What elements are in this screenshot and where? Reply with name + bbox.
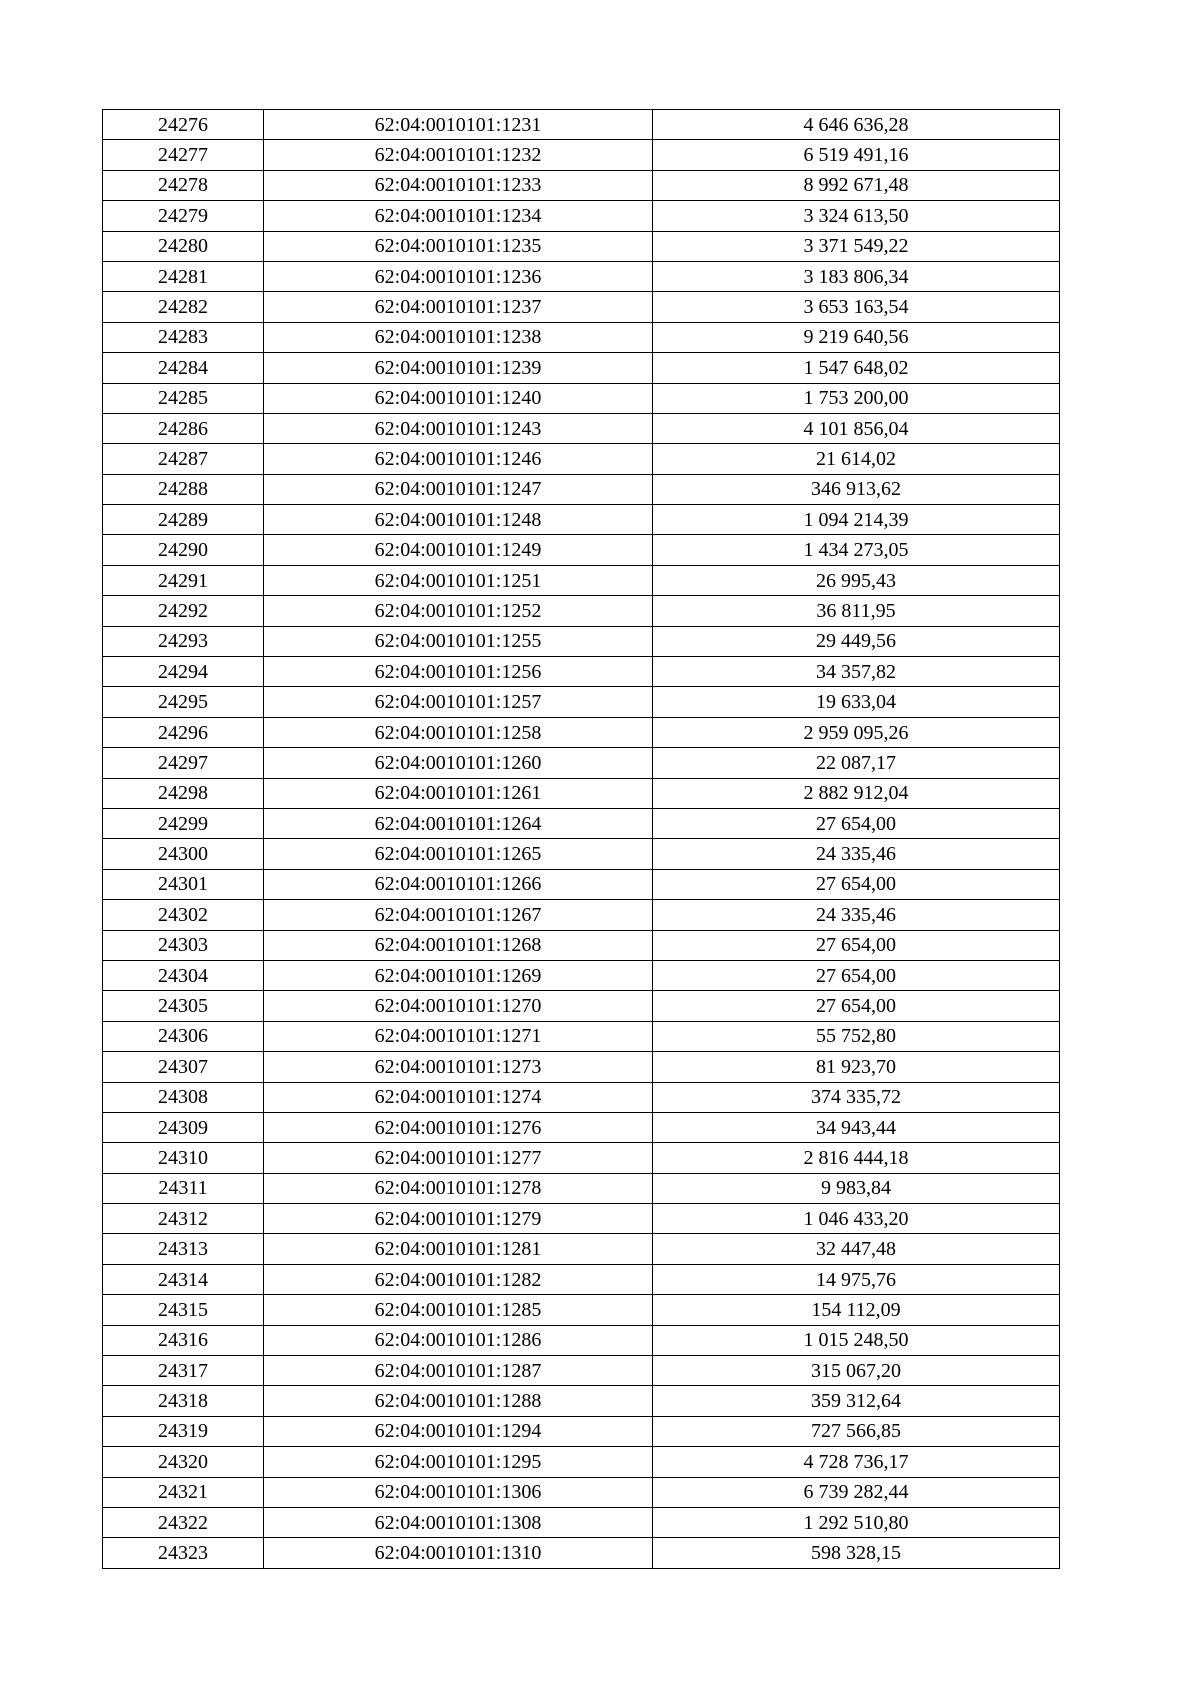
table-row (103, 930, 1060, 960)
cadastral-value-cell: 2 882 912,04 (653, 778, 1060, 808)
row-number-cell: 24313 (103, 1234, 264, 1264)
table-row (103, 1295, 1060, 1325)
cadastral-number-cell: 62:04:0010101:1266 (264, 869, 653, 899)
table-row (103, 1507, 1060, 1537)
row-number-cell: 24282 (103, 292, 264, 322)
cadastral-number-cell: 62:04:0010101:1257 (264, 687, 653, 717)
table-row (103, 1204, 1060, 1234)
cadastral-number-cell: 62:04:0010101:1256 (264, 657, 653, 687)
table-row (103, 1234, 1060, 1264)
cadastral-number-cell: 62:04:0010101:1274 (264, 1082, 653, 1112)
row-number-cell: 24322 (103, 1507, 264, 1537)
cadastral-number-cell: 62:04:0010101:1252 (264, 596, 653, 626)
cadastral-value-table (102, 109, 1060, 1569)
cadastral-value-cell: 14 975,76 (653, 1264, 1060, 1294)
table-row (103, 778, 1060, 808)
table-row (103, 1356, 1060, 1386)
row-number-cell: 24302 (103, 900, 264, 930)
cadastral-value-cell: 27 654,00 (653, 930, 1060, 960)
cadastral-value-cell: 3 653 163,54 (653, 292, 1060, 322)
row-number-cell: 24305 (103, 991, 264, 1021)
cadastral-value-cell: 4 101 856,04 (653, 413, 1060, 443)
table-row (103, 1112, 1060, 1142)
table-row (103, 839, 1060, 869)
cadastral-value-cell: 1 753 200,00 (653, 383, 1060, 413)
cadastral-value-cell: 24 335,46 (653, 900, 1060, 930)
row-number-cell: 24298 (103, 778, 264, 808)
row-number-cell: 24284 (103, 353, 264, 383)
cadastral-value-cell: 34 357,82 (653, 657, 1060, 687)
table-row (103, 596, 1060, 626)
row-number-cell: 24295 (103, 687, 264, 717)
table-body (103, 110, 1060, 1569)
row-number-cell: 24309 (103, 1112, 264, 1142)
cadastral-value-cell: 24 335,46 (653, 839, 1060, 869)
cadastral-number-cell: 62:04:0010101:1240 (264, 383, 653, 413)
cadastral-value-cell: 4 728 736,17 (653, 1447, 1060, 1477)
table-row (103, 991, 1060, 1021)
table-row (103, 1143, 1060, 1173)
table-row (103, 1447, 1060, 1477)
cadastral-value-cell: 6 519 491,16 (653, 140, 1060, 170)
table-row (103, 1477, 1060, 1507)
row-number-cell: 24279 (103, 201, 264, 231)
row-number-cell: 24288 (103, 474, 264, 504)
row-number-cell: 24300 (103, 839, 264, 869)
cadastral-number-cell: 62:04:0010101:1251 (264, 565, 653, 595)
row-number-cell: 24303 (103, 930, 264, 960)
cadastral-number-cell: 62:04:0010101:1282 (264, 1264, 653, 1294)
cadastral-number-cell: 62:04:0010101:1271 (264, 1021, 653, 1051)
row-number-cell: 24315 (103, 1295, 264, 1325)
cadastral-value-cell: 1 434 273,05 (653, 535, 1060, 565)
cadastral-value-cell: 346 913,62 (653, 474, 1060, 504)
row-number-cell: 24294 (103, 657, 264, 687)
cadastral-number-cell: 62:04:0010101:1294 (264, 1416, 653, 1446)
table-row (103, 505, 1060, 535)
table-row (103, 1264, 1060, 1294)
cadastral-value-cell: 359 312,64 (653, 1386, 1060, 1416)
row-number-cell: 24318 (103, 1386, 264, 1416)
row-number-cell: 24281 (103, 261, 264, 291)
cadastral-number-cell: 62:04:0010101:1265 (264, 839, 653, 869)
cadastral-number-cell: 62:04:0010101:1269 (264, 960, 653, 990)
cadastral-value-cell: 27 654,00 (653, 960, 1060, 990)
cadastral-value-cell: 27 654,00 (653, 869, 1060, 899)
cadastral-number-cell: 62:04:0010101:1249 (264, 535, 653, 565)
table-row (103, 170, 1060, 200)
cadastral-number-cell: 62:04:0010101:1267 (264, 900, 653, 930)
table-row (103, 413, 1060, 443)
row-number-cell: 24283 (103, 322, 264, 352)
row-number-cell: 24320 (103, 1447, 264, 1477)
table-row (103, 900, 1060, 930)
cadastral-value-cell: 9 983,84 (653, 1173, 1060, 1203)
cadastral-number-cell: 62:04:0010101:1308 (264, 1507, 653, 1537)
table-row (103, 869, 1060, 899)
table-row (103, 808, 1060, 838)
row-number-cell: 24317 (103, 1356, 264, 1386)
table-row (103, 657, 1060, 687)
row-number-cell: 24277 (103, 140, 264, 170)
row-number-cell: 24323 (103, 1538, 264, 1568)
table-row (103, 1052, 1060, 1082)
cadastral-value-cell: 34 943,44 (653, 1112, 1060, 1142)
row-number-cell: 24308 (103, 1082, 264, 1112)
table-row (103, 474, 1060, 504)
cadastral-value-cell: 727 566,85 (653, 1416, 1060, 1446)
table-row (103, 1325, 1060, 1355)
row-number-cell: 24301 (103, 869, 264, 899)
cadastral-value-cell: 21 614,02 (653, 444, 1060, 474)
cadastral-value-cell: 19 633,04 (653, 687, 1060, 717)
cadastral-number-cell: 62:04:0010101:1247 (264, 474, 653, 504)
cadastral-value-cell: 27 654,00 (653, 808, 1060, 838)
table-row (103, 687, 1060, 717)
row-number-cell: 24285 (103, 383, 264, 413)
cadastral-number-cell: 62:04:0010101:1234 (264, 201, 653, 231)
row-number-cell: 24292 (103, 596, 264, 626)
cadastral-number-cell: 62:04:0010101:1235 (264, 231, 653, 261)
cadastral-number-cell: 62:04:0010101:1278 (264, 1173, 653, 1203)
cadastral-number-cell: 62:04:0010101:1260 (264, 748, 653, 778)
cadastral-number-cell: 62:04:0010101:1279 (264, 1204, 653, 1234)
row-number-cell: 24290 (103, 535, 264, 565)
table-row (103, 231, 1060, 261)
cadastral-number-cell: 62:04:0010101:1270 (264, 991, 653, 1021)
cadastral-number-cell: 62:04:0010101:1246 (264, 444, 653, 474)
row-number-cell: 24316 (103, 1325, 264, 1355)
cadastral-value-cell: 36 811,95 (653, 596, 1060, 626)
cadastral-value-cell: 55 752,80 (653, 1021, 1060, 1051)
row-number-cell: 24306 (103, 1021, 264, 1051)
cadastral-number-cell: 62:04:0010101:1295 (264, 1447, 653, 1477)
cadastral-value-cell: 315 067,20 (653, 1356, 1060, 1386)
table-row (103, 1021, 1060, 1051)
cadastral-number-cell: 62:04:0010101:1236 (264, 261, 653, 291)
cadastral-value-cell: 4 646 636,28 (653, 110, 1060, 140)
cadastral-number-cell: 62:04:0010101:1281 (264, 1234, 653, 1264)
row-number-cell: 24286 (103, 413, 264, 443)
row-number-cell: 24299 (103, 808, 264, 838)
cadastral-number-cell: 62:04:0010101:1258 (264, 717, 653, 747)
cadastral-number-cell: 62:04:0010101:1239 (264, 353, 653, 383)
row-number-cell: 24289 (103, 505, 264, 535)
table-row (103, 444, 1060, 474)
row-number-cell: 24278 (103, 170, 264, 200)
cadastral-number-cell: 62:04:0010101:1238 (264, 322, 653, 352)
row-number-cell: 24296 (103, 717, 264, 747)
cadastral-value-cell: 32 447,48 (653, 1234, 1060, 1264)
table-row (103, 292, 1060, 322)
row-number-cell: 24310 (103, 1143, 264, 1173)
table-row (103, 960, 1060, 990)
cadastral-value-cell: 6 739 282,44 (653, 1477, 1060, 1507)
cadastral-number-cell: 62:04:0010101:1306 (264, 1477, 653, 1507)
row-number-cell: 24314 (103, 1264, 264, 1294)
cadastral-value-cell: 154 112,09 (653, 1295, 1060, 1325)
cadastral-number-cell: 62:04:0010101:1285 (264, 1295, 653, 1325)
cadastral-number-cell: 62:04:0010101:1276 (264, 1112, 653, 1142)
row-number-cell: 24307 (103, 1052, 264, 1082)
table-row (103, 261, 1060, 291)
table-row (103, 626, 1060, 656)
table-row (103, 748, 1060, 778)
table-row (103, 1082, 1060, 1112)
cadastral-number-cell: 62:04:0010101:1273 (264, 1052, 653, 1082)
cadastral-number-cell: 62:04:0010101:1261 (264, 778, 653, 808)
cadastral-value-cell: 1 046 433,20 (653, 1204, 1060, 1234)
table-row (103, 353, 1060, 383)
cadastral-value-cell: 1 292 510,80 (653, 1507, 1060, 1537)
cadastral-number-cell: 62:04:0010101:1268 (264, 930, 653, 960)
table-row (103, 140, 1060, 170)
cadastral-number-cell: 62:04:0010101:1231 (264, 110, 653, 140)
cadastral-number-cell: 62:04:0010101:1248 (264, 505, 653, 535)
row-number-cell: 24312 (103, 1204, 264, 1234)
row-number-cell: 24280 (103, 231, 264, 261)
cadastral-value-cell: 1 015 248,50 (653, 1325, 1060, 1355)
cadastral-value-cell: 1 094 214,39 (653, 505, 1060, 535)
cadastral-value-cell: 81 923,70 (653, 1052, 1060, 1082)
row-number-cell: 24276 (103, 110, 264, 140)
cadastral-number-cell: 62:04:0010101:1310 (264, 1538, 653, 1568)
table-row (103, 1416, 1060, 1446)
cadastral-value-cell: 3 183 806,34 (653, 261, 1060, 291)
cadastral-number-cell: 62:04:0010101:1255 (264, 626, 653, 656)
row-number-cell: 24304 (103, 960, 264, 990)
cadastral-number-cell: 62:04:0010101:1243 (264, 413, 653, 443)
row-number-cell: 24311 (103, 1173, 264, 1203)
row-number-cell: 24297 (103, 748, 264, 778)
row-number-cell: 24287 (103, 444, 264, 474)
cadastral-number-cell: 62:04:0010101:1232 (264, 140, 653, 170)
row-number-cell: 24319 (103, 1416, 264, 1446)
table-row (103, 1386, 1060, 1416)
row-number-cell: 24321 (103, 1477, 264, 1507)
cadastral-value-cell: 29 449,56 (653, 626, 1060, 656)
table-row (103, 1538, 1060, 1568)
table-row (103, 201, 1060, 231)
table-row (103, 565, 1060, 595)
cadastral-value-cell: 22 087,17 (653, 748, 1060, 778)
table-row (103, 717, 1060, 747)
table-row (103, 322, 1060, 352)
cadastral-value-cell: 2 816 444,18 (653, 1143, 1060, 1173)
cadastral-number-cell: 62:04:0010101:1237 (264, 292, 653, 322)
table-row (103, 383, 1060, 413)
cadastral-value-cell: 1 547 648,02 (653, 353, 1060, 383)
cadastral-value-cell: 9 219 640,56 (653, 322, 1060, 352)
cadastral-value-cell: 2 959 095,26 (653, 717, 1060, 747)
cadastral-number-cell: 62:04:0010101:1277 (264, 1143, 653, 1173)
cadastral-number-cell: 62:04:0010101:1287 (264, 1356, 653, 1386)
cadastral-value-cell: 27 654,00 (653, 991, 1060, 1021)
cadastral-number-cell: 62:04:0010101:1264 (264, 808, 653, 838)
cadastral-value-cell: 598 328,15 (653, 1538, 1060, 1568)
cadastral-value-cell: 8 992 671,48 (653, 170, 1060, 200)
row-number-cell: 24291 (103, 565, 264, 595)
cadastral-value-cell: 3 324 613,50 (653, 201, 1060, 231)
cadastral-number-cell: 62:04:0010101:1233 (264, 170, 653, 200)
cadastral-value-cell: 3 371 549,22 (653, 231, 1060, 261)
table-row (103, 1173, 1060, 1203)
cadastral-value-cell: 374 335,72 (653, 1082, 1060, 1112)
row-number-cell: 24293 (103, 626, 264, 656)
cadastral-value-cell: 26 995,43 (653, 565, 1060, 595)
cadastral-number-cell: 62:04:0010101:1286 (264, 1325, 653, 1355)
table-row (103, 110, 1060, 140)
cadastral-number-cell: 62:04:0010101:1288 (264, 1386, 653, 1416)
table-row (103, 535, 1060, 565)
